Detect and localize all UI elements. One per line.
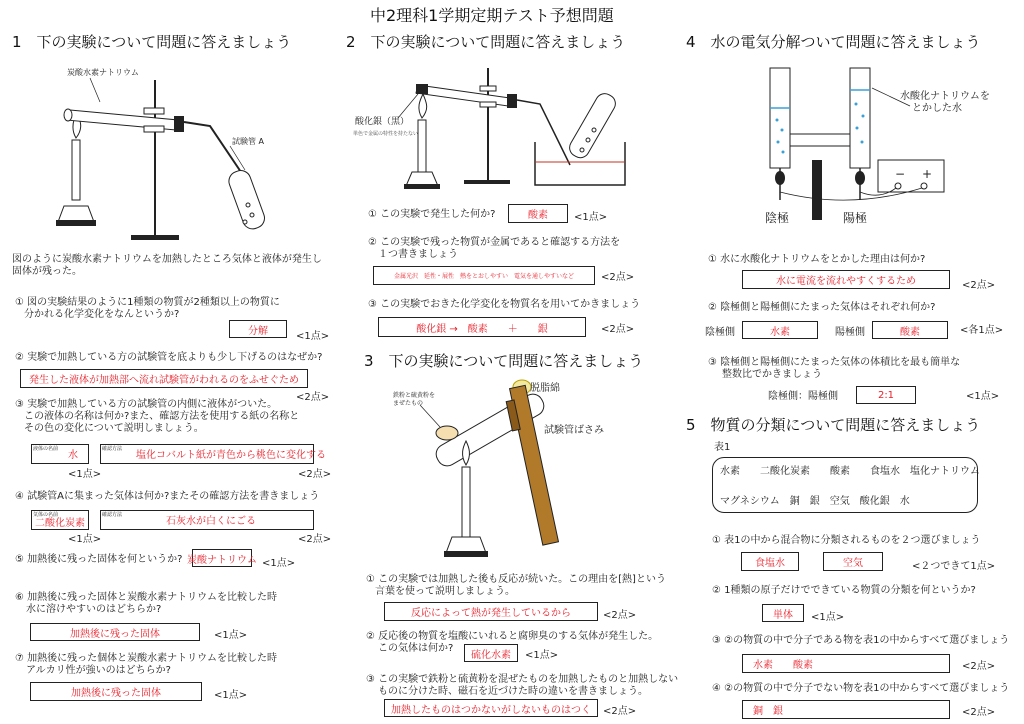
s4-points-1: <2点> <box>962 280 996 291</box>
s3-points-3: <2点> <box>603 706 637 717</box>
s4-question-1: ① 水に水酸化ナトリウムをとかした理由は何か? <box>708 254 926 265</box>
label-iron-sulfur-2: まぜたもの <box>393 400 424 407</box>
s1-points-5: <1点> <box>262 558 296 569</box>
s1-question-1: ① 図の実験結果のように1種類の物質が2種類以上の物質に <box>15 297 280 308</box>
s3-question-3: ③ この実験で鉄粉と硫黄粉を混ぜたものを加熱したものと加熱しない <box>366 674 679 685</box>
label-naoh-2: とかした水 <box>912 103 962 114</box>
s5-answer-3: 水素 酸素 <box>742 654 950 673</box>
label-naoh-1: 水酸化ナトリウムを <box>900 91 990 102</box>
label-sodium-bicarbonate: 炭酸水素ナトリウム <box>67 68 139 77</box>
s4-answer-2-anode: 酸素 <box>872 321 948 339</box>
s5-question-3: ③ ②の物質の中で分子である物を表1の中からすべて選びましょう <box>712 635 1010 646</box>
s1-q4-name-label: 気体の名前 <box>33 512 59 518</box>
s1-question-3-line-3: その色の変化について説明しましょう。 <box>24 423 204 434</box>
label-anode: 陽極 <box>843 211 868 225</box>
s1-points-3b: <2点> <box>298 469 332 480</box>
table-1-row-2: マグネシウム 銅 銀 空気 酸化銀 水 <box>720 496 910 507</box>
s2-question-2-line-2: １つ書きましょう <box>378 249 458 260</box>
table-1-row-1: 水素 二酸化炭素 酸素 食塩水 塩化ナトリウム <box>720 466 980 477</box>
label-silver-oxide: 酸化銀（黒） <box>355 117 410 127</box>
s4-answer-3: 2:1 <box>856 386 916 404</box>
s1-question-6-line-2: 水に溶けやすいのはどちらか? <box>26 604 162 615</box>
s4-answer-2-cathode: 水素 <box>742 321 818 339</box>
s5-points-1: <２つできて1点> <box>912 561 996 572</box>
s2-question-3: ③ この実験でおきた化学変化を物質名を用いてかきましょう <box>368 299 641 310</box>
s1-answer-3-name: 水 <box>68 450 78 461</box>
label-iron-sulfur-1: 鉄粉と硫黄粉を <box>393 392 436 399</box>
s3-points-2: <1点> <box>525 650 559 661</box>
s1-answer-3-method: 塩化コバルト紙が青色から桃色に変化する <box>136 450 326 461</box>
s3-question-2: ② 反応後の物質を塩酸にいれると腐卵臭のする気体が発生した。 <box>366 631 659 642</box>
s1-question-3: ③ 実験で加熱している方の試験管の内側に液体がついた。 <box>15 399 278 410</box>
section-1-heading: 1 下の実験について問題に答えましょう <box>12 33 292 51</box>
s1-q4-method-label: 確認方法 <box>102 512 123 518</box>
s1-answer-6: 加熱後に残った固体 <box>30 623 200 641</box>
label-silver-note: 単色で金属の特性を持たない <box>353 131 419 137</box>
s5-answer-1a: 食塩水 <box>741 552 799 571</box>
s4-answer-1: 水に電流を流れやすくするため <box>742 270 950 289</box>
s3-question-2-line-2: この気体は何か? <box>378 643 454 654</box>
s4-points-2: <各1点> <box>960 325 1004 336</box>
s1-points-3a: <1点> <box>68 469 102 480</box>
s1-question-2: ② 実験で加熱している方の試験管を底よりも少し下げるのはなぜか? <box>15 352 323 363</box>
s4-question-2: ② 陰極側と陽極側にたまった気体はそれぞれ何か? <box>708 302 936 313</box>
s1-question-4: ④ 試験管Aに集まった気体は何か?またその確認方法を書きましょう <box>15 491 320 502</box>
s4-points-3: <1点> <box>966 391 1000 402</box>
section-5-heading: 5 物質の分類について問題に答えましょう <box>686 416 981 434</box>
s1-points-7: <1点> <box>214 690 248 701</box>
s1-points-4a: <1点> <box>68 534 102 545</box>
sodium-bicarbonate-apparatus <box>30 60 350 260</box>
s1-answer-5: 炭酸ナトリウム <box>192 549 252 567</box>
label-test-tube-a: 試験管 A <box>232 137 265 146</box>
s3-question-1-line-2: 言葉を使って説明しましょう。 <box>375 586 515 597</box>
s5-answer-4: 銅 銀 <box>742 700 950 719</box>
label-clamp: 試験管ばさみ <box>544 425 604 436</box>
section-2-heading: 2 下の実験について問題に答えましょう <box>346 33 626 51</box>
s4-question-3-line-2: 整数比でかきましょう <box>722 369 822 380</box>
s1-intro-line-2: 固体が残った。 <box>12 266 82 277</box>
s2-question-2: ② この実験で残った物質が金属であると確認する方法を <box>368 237 621 248</box>
s1-points-6: <1点> <box>214 630 248 641</box>
s2-question-1: ① この実験で発生した何か? <box>368 209 496 220</box>
label-cathode: 陰極 <box>765 211 790 225</box>
label-minus: − <box>895 167 906 181</box>
s1-question-7: ⑦ 加熱後に残った個体と炭酸水素ナトリウムを比較した時 <box>15 653 278 664</box>
s3-answer-1: 反応によって熱が発生しているから <box>384 602 598 621</box>
s2-answer-1: 酸素 <box>508 204 568 223</box>
s1-question-7-line-2: アルカリ性が強いのはどちらか? <box>26 665 171 676</box>
s1-answer-1: 分解 <box>229 320 287 338</box>
silver-oxide-apparatus <box>360 60 660 200</box>
page-title: 中2理科1学期定期テスト予想問題 <box>370 6 614 25</box>
s5-answer-1b: 空気 <box>823 552 883 571</box>
table-1-label: 表1 <box>714 442 731 453</box>
s2-points-1: <1点> <box>574 212 608 223</box>
s4-ratio-label: 陰極側：陽極側 <box>768 391 838 402</box>
s2-points-2: <2点> <box>601 272 635 283</box>
s2-points-3: <2点> <box>601 324 635 335</box>
s3-points-1: <2点> <box>603 610 637 621</box>
s5-points-4: <2点> <box>962 707 996 718</box>
section-3-heading: 3 下の実験について問題に答えましょう <box>364 352 644 370</box>
s5-question-4: ④ ②の物質の中で分子でない物を表1の中からすべて選びましょう <box>712 683 1010 694</box>
s5-question-2: ② 1種類の原子だけでできている物質の分類を何というか? <box>712 585 976 596</box>
s4-cathode-side-label: 陰極側 <box>705 327 735 338</box>
s1-answer-2: 発生した液体が加熱部へ流れ試験管がわれるのをふせぐため <box>20 369 308 388</box>
s3-answer-3: 加熱したものはつかないがしないものはつく <box>384 699 598 717</box>
s4-anode-side-label: 陽極側 <box>835 327 865 338</box>
s1-points-4b: <2点> <box>298 534 332 545</box>
s1-points-1: <1点> <box>296 331 330 342</box>
s3-question-1: ① この実験では加熱した後も反応が続いた。この理由を[熱]という <box>366 574 666 585</box>
s4-question-3: ③ 陰極側と陽極側にたまった気体の体積比を最も簡単な <box>708 357 961 368</box>
electrolysis-apparatus <box>760 60 1000 220</box>
s3-question-3-line-2: ものに分けた時、磁石を近づけた時の違いを書きましょう。 <box>378 686 648 697</box>
s2-answer-3: 酸化銀 → 酸素 ＋ 銀 <box>378 317 586 337</box>
s1-answer-4-method: 石灰水が白くにごる <box>166 516 256 527</box>
s1-answer-7: 加熱後に残った固体 <box>30 682 202 701</box>
label-cotton: 脱脂綿 <box>530 383 560 394</box>
section-4-heading: 4 水の電気分解ついて問題に答えましょう <box>686 33 981 51</box>
s3-answer-2: 硫化水素 <box>464 644 518 662</box>
s5-points-3: <2点> <box>962 661 996 672</box>
s1-question-3-line-2: この液体の名称は何か?また、確認方法を使用する紙の名称と <box>24 411 300 422</box>
s1-points-2: <2点> <box>296 392 330 403</box>
s5-question-1: ① 表1の中から混合物に分類されるものを２つ選びましょう <box>712 535 981 546</box>
s2-answer-2: 金属光沢 延性・展性 熱をとおしやすい 電気を通しやすいなど <box>373 266 595 285</box>
s1-answer-4-name: 二酸化炭素 <box>35 518 85 529</box>
s5-answer-2: 単体 <box>762 604 804 622</box>
label-plus: + <box>922 167 933 181</box>
s1-q3-method-label: 確認方法 <box>102 446 123 452</box>
iron-sulfur-apparatus <box>400 375 600 565</box>
s1-question-5: ⑤ 加熱後に残った固体を何というか? <box>15 554 183 565</box>
s5-points-2: <1点> <box>811 612 845 623</box>
s1-q3-name-label: 液体の名前 <box>33 446 59 452</box>
s1-intro-line-1: 図のように炭酸水素ナトリウムを加熱したところ気体と液体が発生し <box>12 254 322 265</box>
s1-question-6: ⑥ 加熱後に残った固体と炭酸水素ナトリウムを比較した時 <box>15 592 278 603</box>
s1-question-1-line-2: 分かれる化学変化をなんというか? <box>24 309 180 320</box>
